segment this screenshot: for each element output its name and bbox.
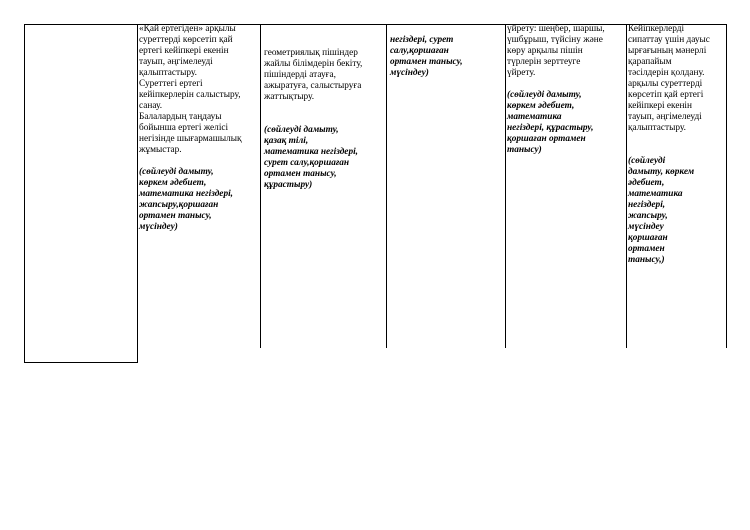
text-line: ырғағының мәнерлі <box>628 46 707 56</box>
subject-tag-line: мүсіндеу) <box>139 222 178 232</box>
subject-tag-line: (сөйлеуді дамыту, <box>139 167 214 177</box>
subject-tag-line: математика негіздері, <box>139 189 233 199</box>
table-border-right <box>726 24 727 348</box>
subject-tag-line: салу,қоршаған <box>390 46 449 56</box>
text-line: суреттерді көрсетіп қай <box>139 35 233 45</box>
text-line: негізінде шығармашылық <box>139 134 242 144</box>
subject-tag-line: математика негіздері, <box>264 147 358 157</box>
table-border-left <box>24 24 25 363</box>
subject-tag-line: ортамен <box>628 244 665 254</box>
subject-tag-line: (сөйлеуді дамыту, <box>507 90 582 100</box>
table-border-col2 <box>260 24 261 348</box>
text-line: көрсетіп қай ертегі <box>628 90 704 100</box>
text-line: жаттықтыру. <box>264 92 315 102</box>
text-line: Суреттегі ертегі <box>139 79 203 89</box>
subject-tag-line: (сөйлеуді <box>628 156 666 166</box>
subject-tag-line: ортамен танысу, <box>264 169 337 179</box>
subject-tag-line: құрастыру) <box>264 180 313 190</box>
subject-tag-line: негіздері, <box>628 200 666 210</box>
subject-tag-line: жапсыру,қоршаған <box>139 200 219 210</box>
text-line: көру арқылы пішін <box>507 46 583 56</box>
cell-col4 <box>390 35 502 79</box>
text-line: тауып, әңгімелеуді <box>139 57 213 67</box>
subject-tag-line: математика <box>507 112 562 122</box>
subject-tag-line: әдебиет, <box>628 178 665 188</box>
subject-tag-line: қоршаған <box>628 233 668 243</box>
cell-col2 <box>139 24 259 233</box>
cell-col5-text <box>507 24 625 79</box>
text-line: ертегі кейіпкері екенін <box>139 46 229 56</box>
table-border-col3 <box>386 24 387 348</box>
text-line: жұмыстар. <box>139 145 182 155</box>
text-line: санау. <box>139 101 163 111</box>
text-line: түрлерін зерттеуге <box>507 57 581 67</box>
text-line: үшбұрыш, түйсіну және <box>507 35 603 45</box>
subject-tag-line: жапсыру, <box>628 211 668 221</box>
subject-tag-line: қазақ тілі, <box>264 136 309 146</box>
subject-tag-line: танысу,) <box>628 255 665 265</box>
subject-tag-line: ортамен танысу, <box>139 211 212 221</box>
subject-tag-line: көркем әдебиет, <box>139 178 207 188</box>
subject-tag-line: негіздері, құрастыру, <box>507 123 594 133</box>
text-line: кейіпкерлерін салыстыру, <box>139 90 241 100</box>
subject-tag-line: (сөйлеуді дамыту, <box>264 125 339 135</box>
text-line: Балалардың таңдауы <box>139 112 222 122</box>
subject-tag-line: негіздері, сурет <box>390 35 454 45</box>
subject-tag-line: мүсіндеу <box>628 222 664 232</box>
cell-col6-tags <box>628 156 726 266</box>
table-border-col1 <box>137 24 138 363</box>
text-line: Кейіпкерлерді <box>628 24 685 34</box>
table-border-col5 <box>626 24 627 348</box>
text-line: тауып, әңгімелеуді <box>628 112 702 122</box>
subject-tag-line: танысу) <box>507 145 542 155</box>
text-line: тәсілдерін қолдану. <box>628 68 705 78</box>
subject-tag-line: ортамен танысу, <box>390 57 463 67</box>
cell-col2-tags <box>139 167 259 233</box>
text-line: қалыптастыру. <box>628 123 686 133</box>
text-line: арқылы суреттерді <box>628 79 703 89</box>
text-line: «Қай ертегіден» арқылы <box>139 24 236 34</box>
subject-tag-line: сурет салу,қоршаған <box>264 158 350 168</box>
cell-col6-text <box>628 24 726 134</box>
text-line: жайлы білімдерін бекіту, <box>264 59 363 69</box>
text-line: үйрету. <box>507 68 536 78</box>
cell-col3-tags <box>264 125 384 191</box>
table-border-bottom <box>24 362 138 363</box>
text-line: қарапайым <box>628 57 672 67</box>
cell-col5 <box>507 24 625 156</box>
subject-tag-line: математика <box>628 189 683 199</box>
text-line: ажыратуға, салыстыруға <box>264 81 362 91</box>
text-line: қалыптастыру. <box>139 68 197 78</box>
cell-col3-text <box>264 48 384 103</box>
subject-tag-line: дамыту, көркем <box>628 167 695 177</box>
subject-tag-line: мүсіндеу) <box>390 68 429 78</box>
cell-col5-tags <box>507 90 625 156</box>
text-line: пішіндерді атауға, <box>264 70 336 80</box>
cell-col6 <box>628 24 726 266</box>
cell-col3 <box>264 48 384 191</box>
cell-col2-text <box>139 24 259 156</box>
cell-col4-tags <box>390 35 502 79</box>
subject-tag-line: көркем әдебиет, <box>507 101 575 111</box>
table-border-col4 <box>505 24 506 348</box>
subject-tag-line: қоршаған ортамен <box>507 134 586 144</box>
text-line: сипаттау үшін дауыс <box>628 35 710 45</box>
text-line: бойынша ертегі желісі <box>139 123 229 133</box>
text-line: үйрету: шеңбер, шаршы, <box>507 24 605 34</box>
text-line: кейіпкері екенін <box>628 101 692 111</box>
text-line: геометриялық пішіндер <box>264 48 358 58</box>
